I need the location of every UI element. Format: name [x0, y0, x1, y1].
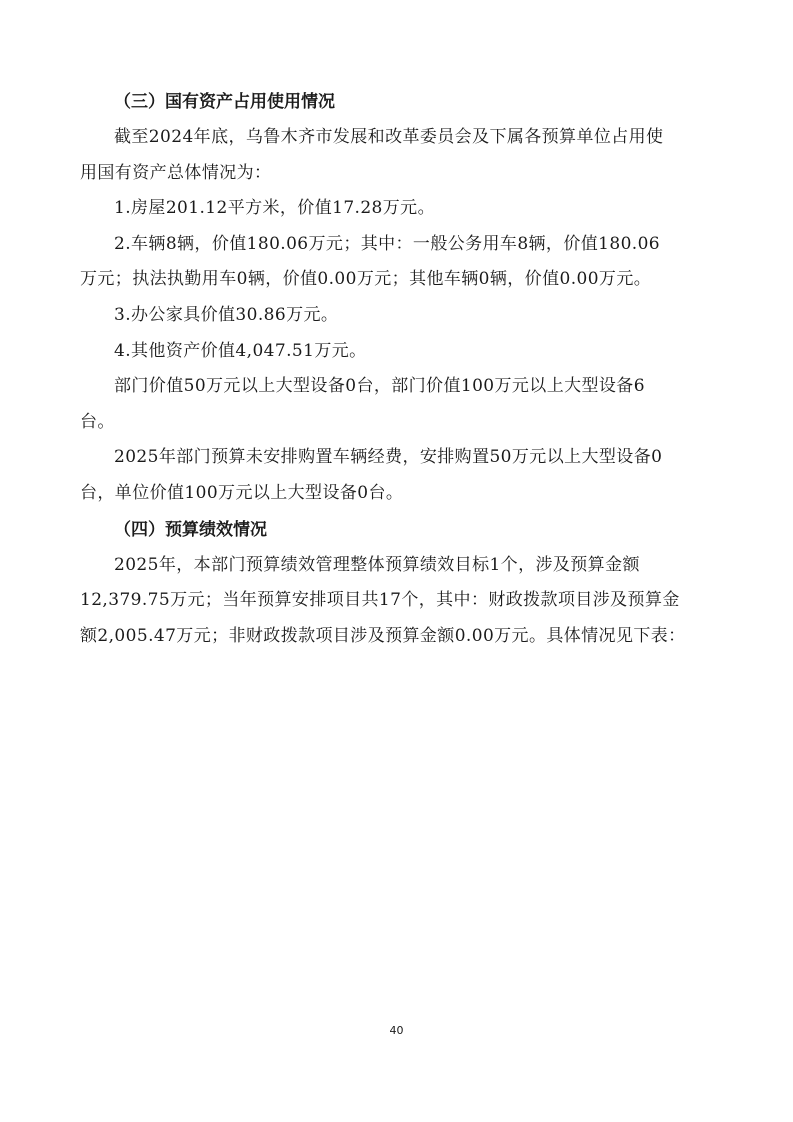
paragraph-furniture: [80, 298, 716, 334]
section-heading-state-assets: （三）国有资产占用使用情况: [114, 92, 335, 112]
paragraph-purchase-plan: [80, 440, 716, 511]
text-line: 2025年，本部门预算绩效管理整体预算绩效目标1个，涉及预算金额: [114, 554, 640, 575]
text-line: 4.其他资产价值4,047.51万元。: [114, 340, 367, 361]
text-line: 截至2024年底，乌鲁木齐市发展和改革委员会及下属各预算单位占用使: [114, 127, 664, 147]
paragraph-performance: [80, 548, 716, 655]
paragraph-asset-overview: [80, 120, 716, 191]
paragraph-housing: [80, 191, 716, 227]
paragraph-vehicles: [80, 227, 716, 298]
text-line: 台。: [80, 411, 115, 432]
text-line: 万元；执法执勤用车0辆，价值0.00万元；其他车辆0辆，价值0.00万元。: [80, 269, 652, 290]
text-line: 1.房屋201.12平方米，价值17.28万元。: [114, 198, 435, 219]
text-line: 12,379.75万元；当年预算安排项目共17个，其中：财政拨款项目涉及预算金: [80, 590, 680, 611]
page-number: 40: [389, 1024, 404, 1037]
text-line: 2.车辆8辆，价值180.06万元；其中：一般公务用车8辆，价值180.06: [114, 233, 661, 254]
text-line: 2025年部门预算未安排购置车辆经费，安排购置50万元以上大型设备0: [114, 447, 663, 468]
section-heading-performance: （四）预算绩效情况: [114, 519, 267, 540]
text-line: 部门价值50万元以上大型设备0台，部门价值100万元以上大型设备6: [114, 376, 645, 397]
paragraph-other-assets: [80, 334, 716, 370]
text-line: 用国有资产总体情况为：: [80, 162, 272, 183]
paragraph-large-equipment: [80, 369, 716, 440]
text-line: 3.办公家具价值30.86万元。: [114, 304, 339, 325]
page-content: [80, 84, 716, 654]
text-line: 台，单位价值100万元以上大型设备0台。: [80, 482, 404, 503]
text-line: 额2,005.47万元；非财政拨款项目涉及预算金额0.00万元。具体情况见下表：: [80, 625, 686, 646]
